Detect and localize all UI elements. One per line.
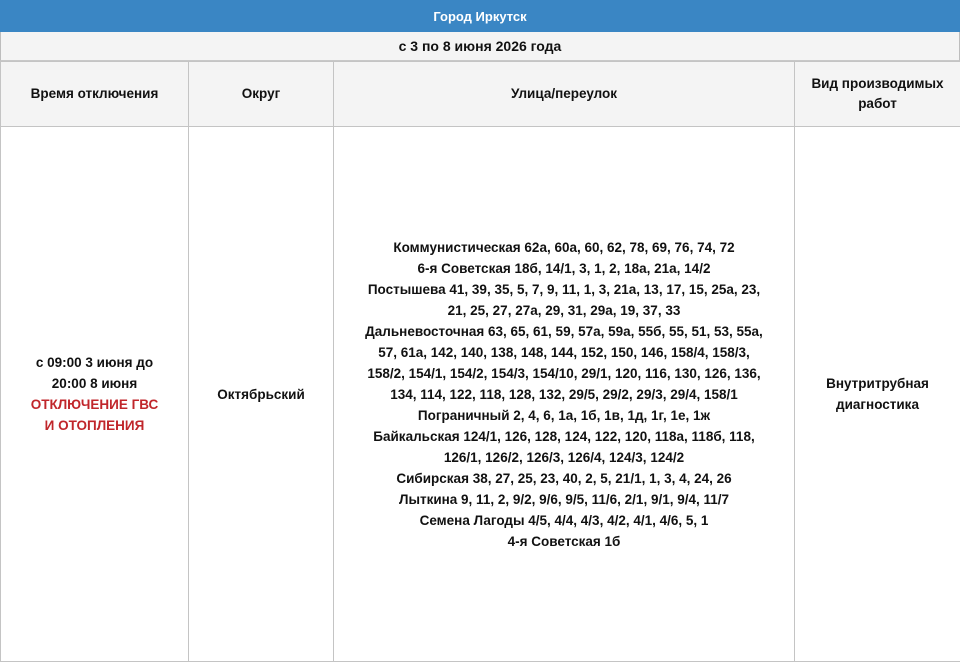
header-row [1, 62, 960, 127]
header-work-line2: работ [795, 94, 960, 114]
cell-district: Октябрьский [189, 127, 334, 662]
header-work-line1: Вид производимых [795, 74, 960, 94]
street-line: Дальневосточная 63, 65, 61, 59, 57а, 59а, 55б, 55, 51, 53, 55а, [334, 321, 794, 342]
street-line: Сибирская 38, 27, 25, 23, 40, 2, 5, 21/1, 1, 3, 4, 24, 26 [334, 468, 794, 489]
street-line: 4-я Советская 1б [334, 531, 794, 552]
cell-streets [334, 127, 795, 662]
header-district: Округ [189, 62, 334, 127]
cell-time [1, 127, 189, 662]
work-line1: Внутритрубная [795, 373, 960, 394]
time-line2: 20:00 8 июня [1, 373, 188, 394]
street-line: 126/1, 126/2, 126/3, 126/4, 124/3, 124/2 [334, 447, 794, 468]
header-streets: Улица/переулок [334, 62, 795, 127]
street-line: 57, 61а, 142, 140, 138, 148, 144, 152, 150, 146, 158/4, 158/3, [334, 342, 794, 363]
period-caption: с 3 по 8 июня 2026 года [0, 32, 960, 61]
street-line: 21, 25, 27, 27а, 29, 31, 29а, 19, 37, 33 [334, 300, 794, 321]
outage-table [0, 61, 960, 662]
alert-line2: И ОТОПЛЕНИЯ [1, 415, 188, 436]
street-line: Лыткина 9, 11, 2, 9/2, 9/6, 9/5, 11/6, 2/1, 9/1, 9/4, 11/7 [334, 489, 794, 510]
cell-work-type [795, 127, 960, 662]
alert-line1: ОТКЛЮЧЕНИЕ ГВС [1, 394, 188, 415]
street-line: Постышева 41, 39, 35, 5, 7, 9, 11, 1, 3, 21а, 13, 17, 15, 25а, 23, [334, 279, 794, 300]
header-work-type [795, 62, 960, 127]
street-line: Байкальская 124/1, 126, 128, 124, 122, 120, 118а, 118б, 118, [334, 426, 794, 447]
street-line: 158/2, 154/1, 154/2, 154/3, 154/10, 29/1, 120, 116, 130, 126, 136, [334, 363, 794, 384]
work-line2: диагностика [795, 394, 960, 415]
header-time: Время отключения [1, 62, 189, 127]
street-line: 6-я Советская 18б, 14/1, 3, 1, 2, 18а, 21а, 14/2 [334, 258, 794, 279]
street-line: 134, 114, 122, 118, 128, 132, 29/5, 29/2, 29/3, 29/4, 158/1 [334, 384, 794, 405]
street-line: Семена Лагоды 4/5, 4/4, 4/3, 4/2, 4/1, 4/6, 5, 1 [334, 510, 794, 531]
time-line1: с 09:00 3 июня до [1, 352, 188, 373]
street-line: Коммунистическая 62а, 60а, 60, 62, 78, 69, 76, 74, 72 [334, 237, 794, 258]
table-row [1, 127, 960, 662]
city-title: Город Иркутск [0, 0, 960, 32]
street-line: Пограничный 2, 4, 6, 1а, 1б, 1в, 1д, 1г, 1е, 1ж [334, 405, 794, 426]
